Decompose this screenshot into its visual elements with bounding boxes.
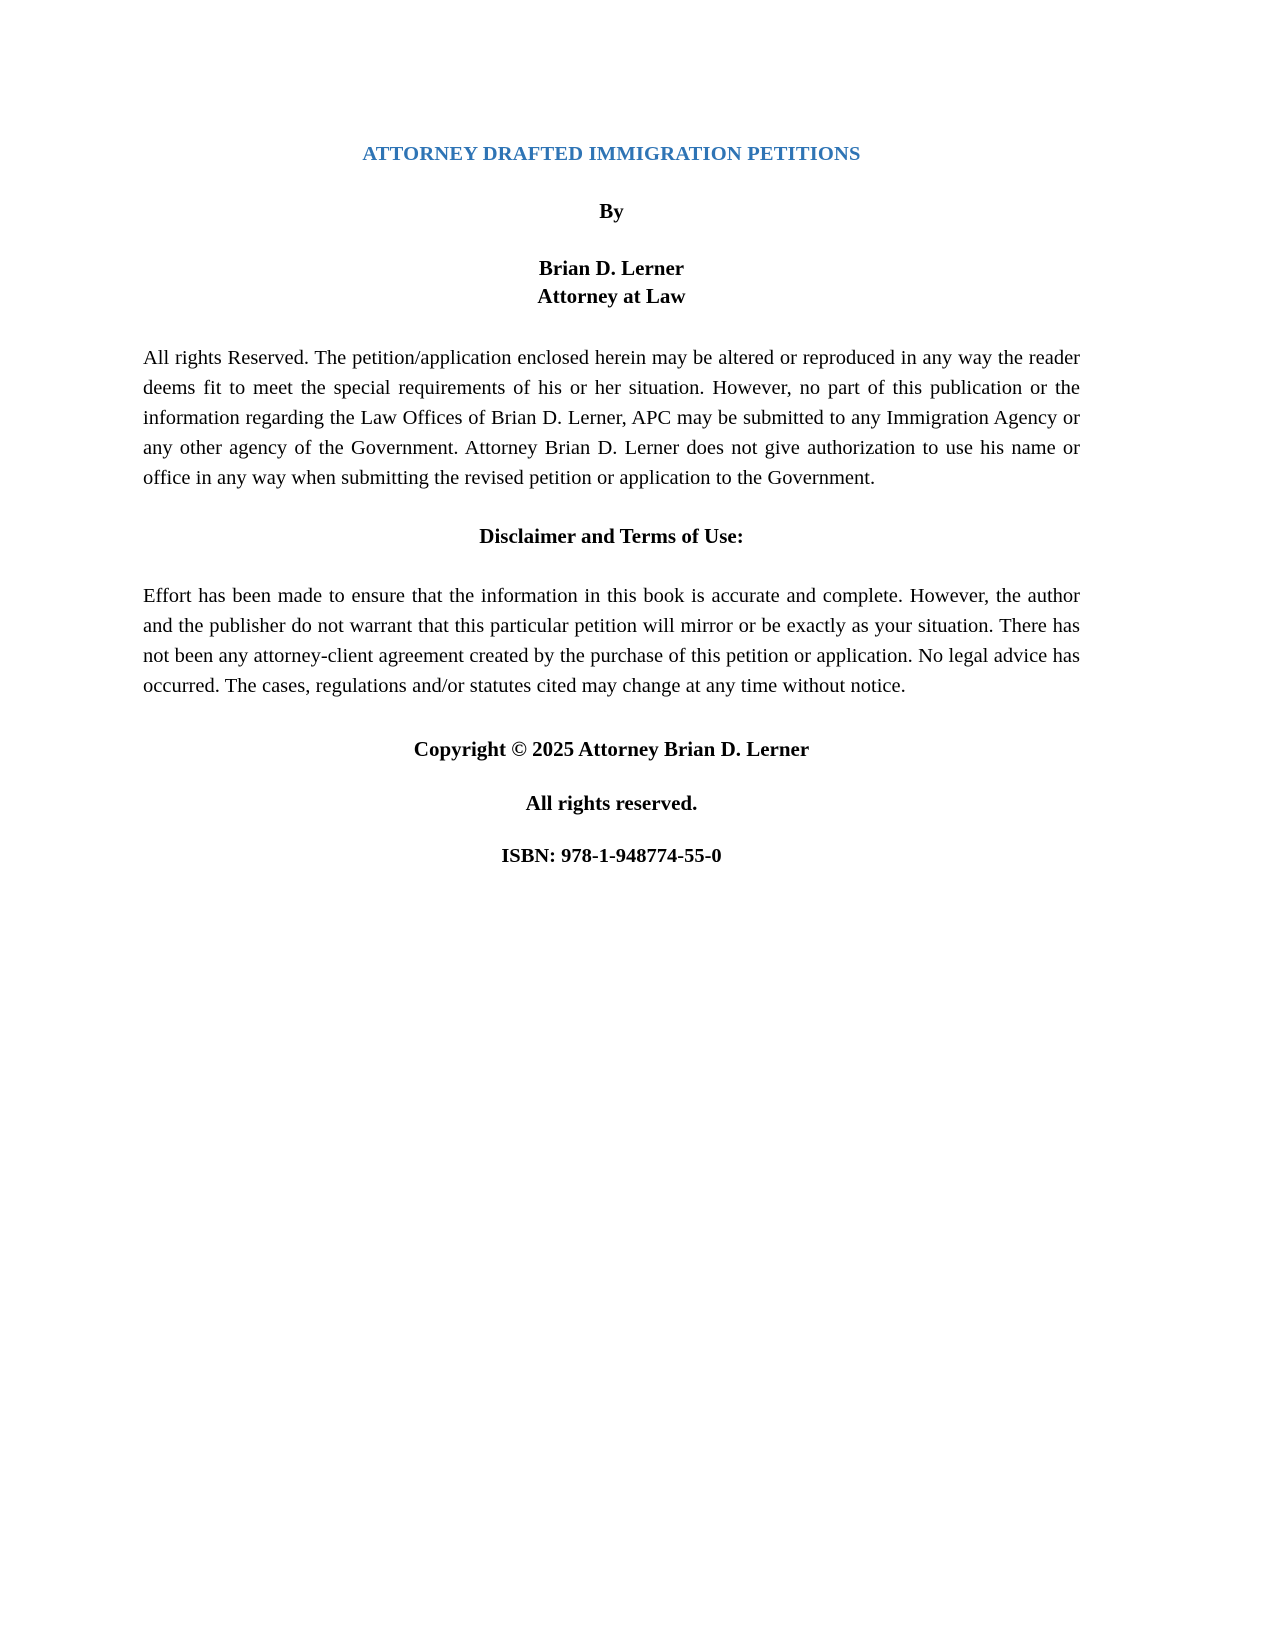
isbn-number: ISBN: 978-1-948774-55-0: [501, 844, 722, 867]
all-rights-reserved-notice: All rights reserved.: [525, 790, 698, 815]
author-role: Attorney at Law: [537, 284, 686, 309]
disclaimer-heading: Disclaimer and Terms of Use:: [479, 523, 744, 548]
author-name: Brian D. Lerner: [538, 256, 685, 280]
page-content: [143, 0, 1080, 868]
rights-reserved-paragraph: All rights Reserved. The petition/application enclosed herein may be altered or reproduced in any way the reader deems fit to meet the special requirements of his or her situation. However, no part of this publication or the information regarding the Law Offices of Brian D. Lerner, APC may be submitted to any Immigration Agency or any other agency of the Government. Attorney Brian D. Lerner does not give authorization to use his name or office in any way when submitting the revised petition or application to the Government.: [143, 346, 1080, 489]
author-block: [143, 224, 1080, 311]
page-title: ATTORNEY DRAFTED IMMIGRATION PETITIONS: [362, 143, 861, 165]
disclaimer-paragraph: Effort has been made to ensure that the information in this book is accurate and complete. However, the author and the publisher do not warrant that this particular petition will mirror or be exactly as your situation. There has not been any attorney-client agreement created by the purchase of this petition or application. No legal advice has occurred. The cases, regulations and/or statutes cited may change at any time without notice.: [143, 584, 1080, 697]
byline-label: By: [599, 199, 624, 223]
copyright-notice: Copyright © 2025 Attorney Brian D. Lerner: [413, 736, 810, 761]
